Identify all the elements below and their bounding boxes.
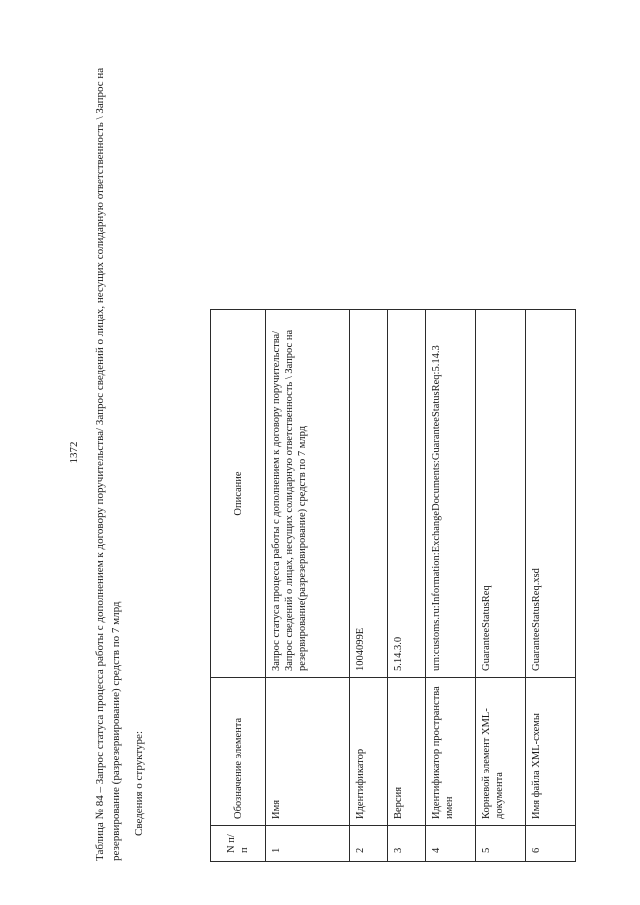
table-row <box>526 310 576 862</box>
row-description: 1004099E <box>350 310 388 678</box>
table-row <box>388 310 426 862</box>
row-num: 5 <box>476 826 526 862</box>
header-description: Описание <box>211 310 266 678</box>
row-name: Имя файла XML-схемы <box>526 678 576 826</box>
row-name: Имя <box>266 678 350 826</box>
row-num: 6 <box>526 826 576 862</box>
row-num: 2 <box>350 826 388 862</box>
row-description: urn:customs.ru:Information:ExchangeDocuments:GuaranteeStatusReq:5.14.3 <box>426 310 476 678</box>
structure-table <box>210 309 576 862</box>
table-row <box>350 310 388 862</box>
table-row <box>426 310 476 862</box>
row-name: Идентификатор <box>350 678 388 826</box>
row-num: 1 <box>266 826 350 862</box>
table-row <box>266 310 350 862</box>
table-header-row <box>211 310 266 862</box>
row-num: 3 <box>388 826 426 862</box>
row-name: Корневой элемент XML-документа <box>476 678 526 826</box>
page-number: 1372 <box>68 441 80 464</box>
row-name: Идентификатор пространства имен <box>426 678 476 826</box>
table-row <box>476 310 526 862</box>
header-num: N п/п <box>211 826 266 862</box>
row-name: Версия <box>388 678 426 826</box>
row-description: 5.14.3.0 <box>388 310 426 678</box>
table-caption: Таблица № 84 – Запрос статуса процесса работы с дополнением к договору поручительства/ Запрос сведений о лицах, несущих солидарную ответственность \ Запрос на резервирование (разрезервирование) средств по 7 млрд <box>94 67 122 861</box>
row-description: GuaranteeStatusReq.xsd <box>526 310 576 678</box>
row-description: Запрос статуса процесса работы с дополнением к договору поручительства/ Запрос сведений о лицах, несущих солидарную ответственность \ Запрос на резервирование(разрезервирование) средств по 7 млрд <box>266 310 350 678</box>
row-num: 4 <box>426 826 476 862</box>
row-description: GuaranteeStatusReq <box>476 310 526 678</box>
structure-label: Сведения о структуре: <box>133 731 145 836</box>
header-name: Обозначение элемента <box>211 678 266 826</box>
